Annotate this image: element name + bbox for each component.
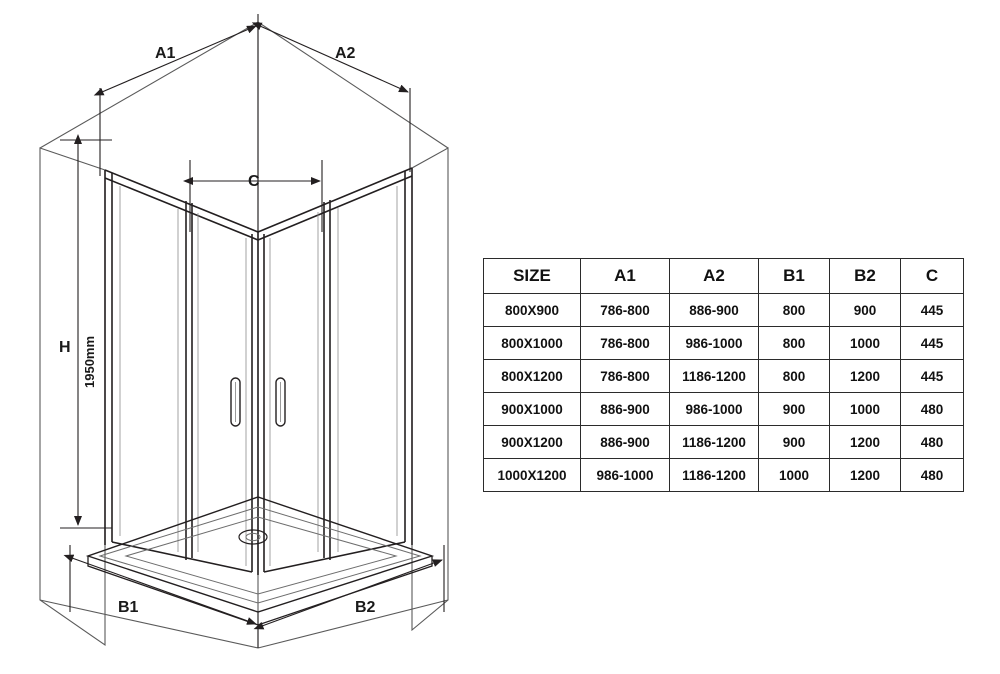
label-b1: B1 (118, 599, 139, 616)
table-row (484, 426, 964, 459)
label-h: H (59, 339, 71, 356)
cell-b2: 1200 (830, 426, 901, 459)
table-header-a2: A2 (670, 259, 759, 294)
cell-b2: 1200 (830, 360, 901, 393)
cell-a1: 786-800 (581, 294, 670, 327)
table-row (484, 393, 964, 426)
cell-size: 900X1000 (484, 393, 581, 426)
cell-c: 445 (901, 360, 964, 393)
label-a1: A1 (155, 45, 176, 62)
size-specification-table (483, 258, 964, 492)
cell-c: 480 (901, 393, 964, 426)
cell-a1: 986-1000 (581, 459, 670, 492)
cell-a1: 786-800 (581, 360, 670, 393)
cell-a2: 986-1000 (670, 393, 759, 426)
cell-b2: 1000 (830, 327, 901, 360)
cell-size: 800X1000 (484, 327, 581, 360)
cell-a1: 886-900 (581, 393, 670, 426)
table-header-row (484, 259, 964, 294)
cell-b2: 900 (830, 294, 901, 327)
cell-c: 480 (901, 426, 964, 459)
table-row (484, 294, 964, 327)
shower-tray (88, 497, 432, 625)
cell-size: 1000X1200 (484, 459, 581, 492)
cell-c: 445 (901, 327, 964, 360)
cell-b1: 900 (759, 426, 830, 459)
cell-b1: 800 (759, 360, 830, 393)
cell-b1: 800 (759, 327, 830, 360)
cell-size: 800X900 (484, 294, 581, 327)
cell-b1: 800 (759, 294, 830, 327)
table-header-size: SIZE (484, 259, 581, 294)
label-b2: B2 (355, 599, 376, 616)
cell-a1: 786-800 (581, 327, 670, 360)
table-row (484, 459, 964, 492)
cell-a2: 1186-1200 (670, 360, 759, 393)
cell-a2: 1186-1200 (670, 459, 759, 492)
cell-b1: 900 (759, 393, 830, 426)
table-header-b2: B2 (830, 259, 901, 294)
cell-c: 480 (901, 459, 964, 492)
cell-size: 900X1200 (484, 426, 581, 459)
table-header-b1: B1 (759, 259, 830, 294)
cell-b2: 1000 (830, 393, 901, 426)
cell-b1: 1000 (759, 459, 830, 492)
table-header-c: C (901, 259, 964, 294)
table-row (484, 360, 964, 393)
table-header-a1: A1 (581, 259, 670, 294)
label-a2: A2 (335, 45, 356, 62)
label-c: C (248, 173, 260, 190)
cell-a2: 886-900 (670, 294, 759, 327)
cell-c: 445 (901, 294, 964, 327)
label-h-value: 1950mm (82, 335, 97, 388)
cell-a2: 1186-1200 (670, 426, 759, 459)
cell-size: 800X1200 (484, 360, 581, 393)
wall-outline (40, 22, 448, 648)
cell-b2: 1200 (830, 459, 901, 492)
cell-a1: 886-900 (581, 426, 670, 459)
cell-a2: 986-1000 (670, 327, 759, 360)
table-row (484, 327, 964, 360)
